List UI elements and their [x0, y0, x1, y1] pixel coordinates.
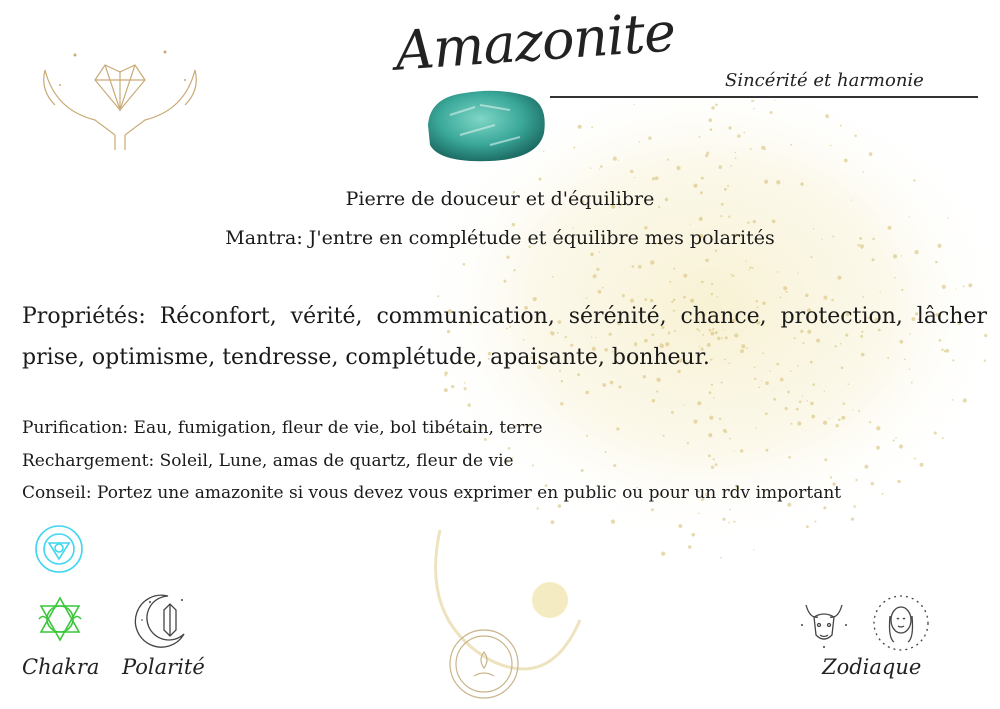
chakra-label: Chakra [22, 655, 100, 679]
mantra-line: Mantra: J'entre en complétude et équilibre mes polarités [225, 227, 775, 249]
properties-paragraph: Propriétés: Réconfort, vérité, communication, sérénité, chance, protection, lâcher prise, optimisme, tendresse, complétude, apaisante, bonheur. [22, 304, 987, 370]
advice-line: Conseil: Portez une amazonite si vous devez vous exprimer en public ou pour un rdv important [22, 483, 842, 503]
throat-chakra-icon [33, 523, 85, 575]
intro-line-1: Pierre de douceur et d'équilibre [345, 188, 655, 210]
page-subtitle: Sincérité et harmonie [725, 70, 924, 91]
title-underline [550, 96, 978, 98]
amazonite-stone-icon [420, 85, 550, 165]
brand-logo-icon [446, 626, 522, 702]
heart-chakra-icon [33, 592, 87, 646]
purification-line: Purification: Eau, fumigation, fleur de vie, bol tibétain, terre [22, 418, 543, 438]
heart-hands-icon [35, 40, 205, 150]
virgo-icon [870, 592, 932, 654]
page-title: Amazonite [393, 0, 677, 83]
taurus-icon [796, 595, 852, 651]
recharge-line: Rechargement: Soleil, Lune, amas de quartz, fleur de vie [22, 451, 514, 471]
zodiac-label: Zodiaque [822, 655, 922, 679]
polarity-label: Polarité [122, 655, 205, 679]
moon-crystal-icon [130, 590, 190, 650]
